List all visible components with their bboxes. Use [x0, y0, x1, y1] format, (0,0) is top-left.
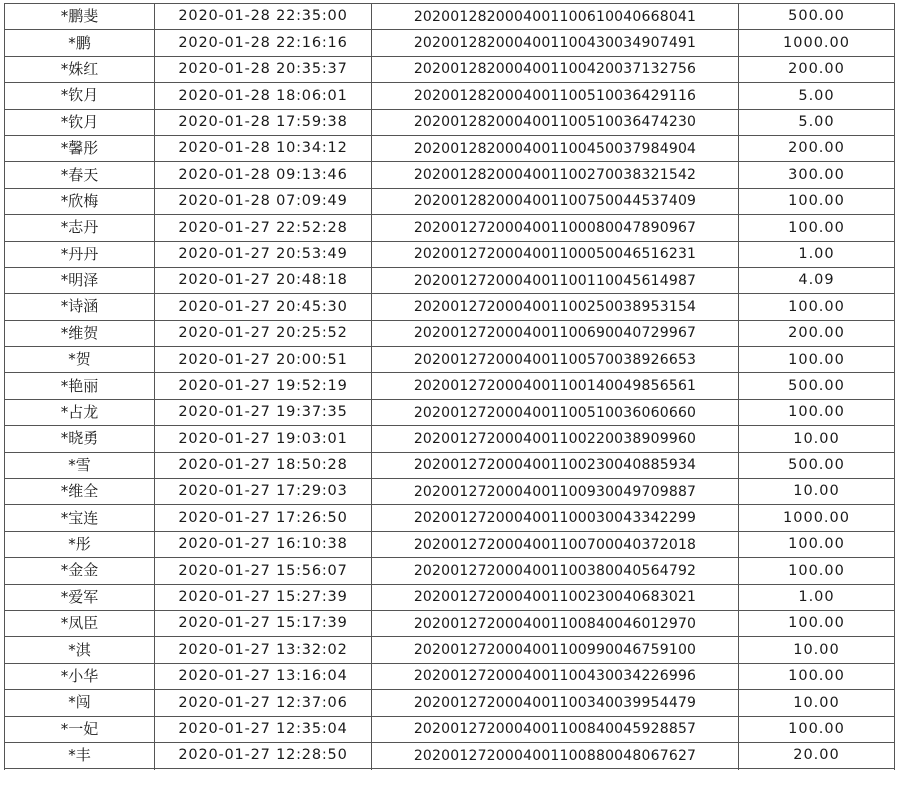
amount-cell: 200.00 — [739, 56, 895, 82]
table-row — [5, 83, 895, 109]
table-row — [5, 135, 895, 161]
donor-name-cell: *鹏斐 — [5, 4, 155, 30]
transaction-number-cell: 2020012720004001100690040729967 — [372, 320, 739, 346]
donor-name-cell: *小华 — [5, 663, 155, 689]
donor-name-cell: *彤 — [5, 531, 155, 557]
table-row — [5, 109, 895, 135]
table-row — [5, 294, 895, 320]
table-row — [5, 162, 895, 188]
transaction-time-cell: 2020-01-27 15:56:07 — [155, 558, 372, 584]
amount-cell: 5.00 — [739, 109, 895, 135]
table-row — [5, 610, 895, 636]
transaction-number-cell: 2020012720004001100220038909960 — [372, 426, 739, 452]
donor-name-cell: *钦月 — [5, 83, 155, 109]
amount-cell: 10.00 — [739, 479, 895, 505]
transaction-time-cell: 2020-01-27 19:03:01 — [155, 426, 372, 452]
amount-cell: 100.00 — [739, 716, 895, 742]
transaction-time-cell: 2020-01-27 20:53:49 — [155, 241, 372, 267]
table-row — [5, 215, 895, 241]
table-row — [5, 320, 895, 346]
donor-name-cell: *爱军 — [5, 584, 155, 610]
amount-cell: 1000.00 — [739, 505, 895, 531]
table-row — [5, 373, 895, 399]
amount-cell: 10.00 — [739, 637, 895, 663]
donor-name-cell: *丰 — [5, 742, 155, 768]
transaction-number-cell: 2020012820004001100450037984904 — [372, 135, 739, 161]
transaction-number-cell: 2020012720004001100880048067627 — [372, 742, 739, 768]
records-table-body — [5, 4, 895, 796]
donor-name-cell: *占龙 — [5, 399, 155, 425]
amount-cell: 100.00 — [739, 399, 895, 425]
transaction-number-cell: 2020012720004001100230040885934 — [372, 452, 739, 478]
transaction-time-cell: 2020-01-28 17:59:38 — [155, 109, 372, 135]
amount-cell: 200.00 — [739, 320, 895, 346]
table-row — [5, 30, 895, 56]
transaction-number-cell: 2020012720004001100570038926653 — [372, 347, 739, 373]
transaction-number-cell: 2020012720004001100250038953154 — [372, 294, 739, 320]
amount-cell: 500.00 — [739, 452, 895, 478]
donation-records-table — [4, 3, 895, 796]
transaction-number-cell: 2020012720004001100080047890967 — [372, 215, 739, 241]
transaction-number-cell: 2020012820004001100610040668041 — [372, 4, 739, 30]
donor-name-cell: *维全 — [5, 479, 155, 505]
donor-name-cell: *丹丹 — [5, 241, 155, 267]
transaction-number-cell: 2020012720004001100840046012970 — [372, 610, 739, 636]
transaction-time-cell: 2020-01-27 22:52:28 — [155, 215, 372, 241]
transaction-number-cell: 2020012720004001100140049856561 — [372, 373, 739, 399]
transaction-time-cell: 2020-01-28 22:35:00 — [155, 4, 372, 30]
page-bottom-margin — [0, 770, 900, 801]
table-row — [5, 426, 895, 452]
table-row — [5, 663, 895, 689]
transaction-time-cell: 2020-01-27 17:26:50 — [155, 505, 372, 531]
table-row — [5, 690, 895, 716]
donor-name-cell: *雪 — [5, 452, 155, 478]
transaction-number-cell: 2020012720004001100700040372018 — [372, 531, 739, 557]
amount-cell: 100.00 — [739, 558, 895, 584]
transaction-number-cell: 2020012720004001100050046516231 — [372, 241, 739, 267]
amount-cell: 100.00 — [739, 347, 895, 373]
transaction-time-cell: 2020-01-28 07:09:49 — [155, 188, 372, 214]
transaction-number-cell: 2020012720004001100380040564792 — [372, 558, 739, 584]
donor-name-cell: *晓勇 — [5, 426, 155, 452]
amount-cell: 100.00 — [739, 531, 895, 557]
amount-cell: 100.00 — [739, 663, 895, 689]
amount-cell: 10.00 — [739, 690, 895, 716]
donor-name-cell: *诗涵 — [5, 294, 155, 320]
donor-name-cell: *凤臣 — [5, 610, 155, 636]
transaction-time-cell: 2020-01-28 20:35:37 — [155, 56, 372, 82]
transaction-number-cell: 2020012820004001100430034907491 — [372, 30, 739, 56]
donor-name-cell: *春天 — [5, 162, 155, 188]
transaction-number-cell: 2020012720004001100990046759100 — [372, 637, 739, 663]
transaction-number-cell: 2020012820004001100750044537409 — [372, 188, 739, 214]
table-row — [5, 452, 895, 478]
transaction-time-cell: 2020-01-27 15:27:39 — [155, 584, 372, 610]
amount-cell: 5.00 — [739, 83, 895, 109]
donor-name-cell: *闯 — [5, 690, 155, 716]
donation-records-sheet — [4, 3, 894, 796]
table-row — [5, 56, 895, 82]
transaction-time-cell: 2020-01-27 20:25:52 — [155, 320, 372, 346]
transaction-time-cell: 2020-01-27 20:48:18 — [155, 267, 372, 293]
donor-name-cell: *贺 — [5, 347, 155, 373]
transaction-time-cell: 2020-01-27 19:52:19 — [155, 373, 372, 399]
amount-cell: 10.00 — [739, 426, 895, 452]
transaction-number-cell: 2020012720004001100030043342299 — [372, 505, 739, 531]
amount-cell: 20.00 — [739, 742, 895, 768]
donor-name-cell: *淇 — [5, 637, 155, 663]
amount-cell: 1000.00 — [739, 30, 895, 56]
amount-cell: 500.00 — [739, 4, 895, 30]
amount-cell: 300.00 — [739, 162, 895, 188]
transaction-number-cell: 2020012820004001100510036474230 — [372, 109, 739, 135]
amount-cell: 100.00 — [739, 215, 895, 241]
transaction-time-cell: 2020-01-28 09:13:46 — [155, 162, 372, 188]
transaction-number-cell: 2020012820004001100510036429116 — [372, 83, 739, 109]
table-row — [5, 188, 895, 214]
table-row — [5, 716, 895, 742]
transaction-time-cell: 2020-01-27 16:10:38 — [155, 531, 372, 557]
transaction-number-cell: 2020012720004001100840045928857 — [372, 716, 739, 742]
transaction-number-cell: 2020012720004001100110045614987 — [372, 267, 739, 293]
table-row — [5, 241, 895, 267]
table-row — [5, 531, 895, 557]
donor-name-cell: *维贺 — [5, 320, 155, 346]
transaction-time-cell: 2020-01-27 15:17:39 — [155, 610, 372, 636]
transaction-time-cell: 2020-01-27 12:28:50 — [155, 742, 372, 768]
transaction-number-cell: 2020012720004001100930049709887 — [372, 479, 739, 505]
donor-name-cell: *钦月 — [5, 109, 155, 135]
amount-cell: 500.00 — [739, 373, 895, 399]
transaction-number-cell: 2020012720004001100430034226996 — [372, 663, 739, 689]
transaction-number-cell: 2020012820004001100270038321542 — [372, 162, 739, 188]
transaction-number-cell: 2020012720004001100340039954479 — [372, 690, 739, 716]
amount-cell: 200.00 — [739, 135, 895, 161]
amount-cell: 1.00 — [739, 241, 895, 267]
transaction-time-cell: 2020-01-27 18:50:28 — [155, 452, 372, 478]
donor-name-cell: *馨彤 — [5, 135, 155, 161]
amount-cell: 100.00 — [739, 610, 895, 636]
transaction-number-cell: 2020012820004001100420037132756 — [372, 56, 739, 82]
transaction-time-cell: 2020-01-28 22:16:16 — [155, 30, 372, 56]
table-row — [5, 399, 895, 425]
donor-name-cell: *宝连 — [5, 505, 155, 531]
table-row — [5, 479, 895, 505]
transaction-time-cell: 2020-01-27 20:00:51 — [155, 347, 372, 373]
table-row — [5, 347, 895, 373]
donor-name-cell: *艳丽 — [5, 373, 155, 399]
donor-name-cell: *明泽 — [5, 267, 155, 293]
donor-name-cell: *一妃 — [5, 716, 155, 742]
transaction-number-cell: 2020012720004001100230040683021 — [372, 584, 739, 610]
transaction-time-cell: 2020-01-27 17:29:03 — [155, 479, 372, 505]
transaction-time-cell: 2020-01-27 12:37:06 — [155, 690, 372, 716]
transaction-time-cell: 2020-01-27 13:32:02 — [155, 637, 372, 663]
amount-cell: 100.00 — [739, 188, 895, 214]
table-row — [5, 505, 895, 531]
table-row — [5, 742, 895, 768]
amount-cell: 100.00 — [739, 294, 895, 320]
donor-name-cell: *志丹 — [5, 215, 155, 241]
transaction-time-cell: 2020-01-28 18:06:01 — [155, 83, 372, 109]
transaction-time-cell: 2020-01-27 12:35:04 — [155, 716, 372, 742]
table-row — [5, 558, 895, 584]
donor-name-cell: *鹏 — [5, 30, 155, 56]
transaction-time-cell: 2020-01-27 20:45:30 — [155, 294, 372, 320]
table-row — [5, 584, 895, 610]
amount-cell: 4.09 — [739, 267, 895, 293]
table-row — [5, 4, 895, 30]
table-row — [5, 267, 895, 293]
transaction-number-cell: 2020012720004001100510036060660 — [372, 399, 739, 425]
donor-name-cell: *金金 — [5, 558, 155, 584]
table-row — [5, 637, 895, 663]
transaction-time-cell: 2020-01-27 13:16:04 — [155, 663, 372, 689]
amount-cell: 1.00 — [739, 584, 895, 610]
donor-name-cell: *姝红 — [5, 56, 155, 82]
transaction-time-cell: 2020-01-28 10:34:12 — [155, 135, 372, 161]
donor-name-cell: *欣梅 — [5, 188, 155, 214]
transaction-time-cell: 2020-01-27 19:37:35 — [155, 399, 372, 425]
